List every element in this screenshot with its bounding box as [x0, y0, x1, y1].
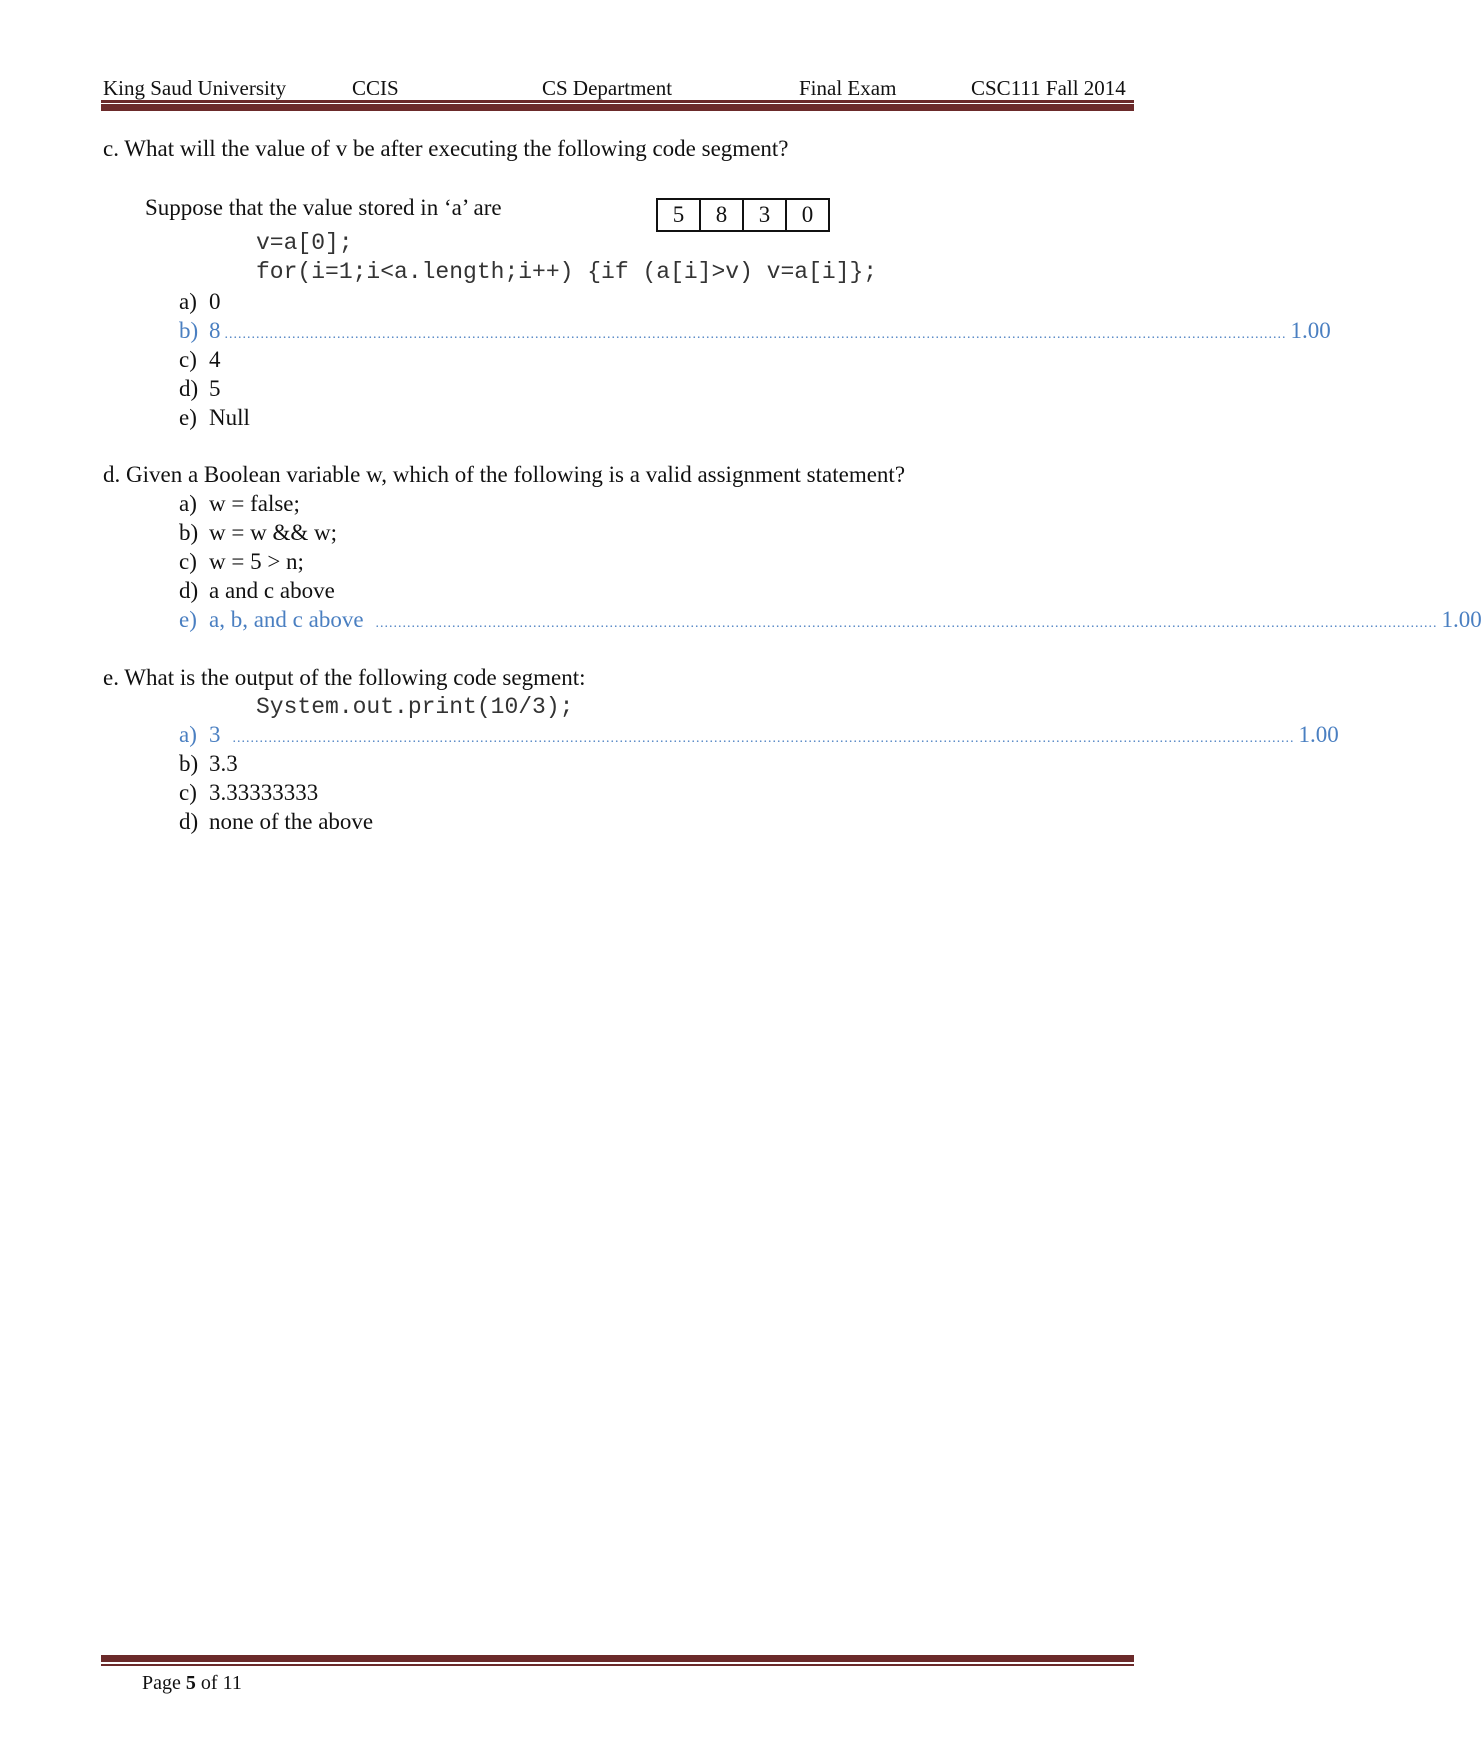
option-text: w = w && w;: [209, 520, 337, 545]
dot-leader: ............................................................................................................................................................................................................................................: [232, 731, 1295, 746]
footer-rule-thin: [101, 1664, 1134, 1666]
option-text: none of the above: [209, 809, 374, 834]
header-university: King Saud University: [103, 76, 287, 100]
question-d-prompt: d. Given a Boolean variable w, which of the following is a valid assignment statement?: [103, 462, 906, 487]
option-text: a and c above: [209, 578, 335, 603]
dot-leader: ............................................................................................................................................................................................................................................: [224, 327, 1287, 342]
question-d-option-e-correct[interactable]: [179, 607, 1482, 633]
question-c-code-line2: for(i=1;i<a.length;i++) {if (a[i]>v) v=a[i]};: [256, 259, 878, 285]
array-a: [656, 198, 830, 232]
option-label: b): [179, 318, 199, 343]
answer-score: 1.00: [1441, 607, 1482, 632]
question-c-suppose: Suppose that the value stored in ‘a’ are: [145, 195, 502, 220]
footer-rule-thick: [101, 1655, 1134, 1662]
answer-score: 1.00: [1290, 318, 1331, 343]
option-label: b): [179, 520, 199, 545]
option-label: d): [179, 809, 199, 834]
header-course: CSC111 Fall 2014: [971, 76, 1126, 100]
header-rule-thin: [101, 100, 1134, 103]
header-college: CCIS: [352, 76, 399, 100]
question-d-option-b[interactable]: [179, 520, 337, 546]
array-cell: 5: [658, 200, 701, 230]
option-text: w = false;: [209, 491, 300, 516]
option-label: c): [179, 780, 197, 805]
page-word: Page: [142, 1672, 181, 1694]
array-cell: 8: [701, 200, 744, 230]
option-label: e): [179, 607, 197, 632]
option-text: 3: [209, 722, 221, 747]
question-e-option-d[interactable]: [179, 809, 373, 835]
option-label: a): [179, 722, 197, 747]
question-c-code-line1: v=a[0];: [256, 230, 353, 256]
option-text: Null: [209, 405, 250, 430]
question-d-option-c[interactable]: [179, 549, 304, 575]
header-department: CS Department: [542, 76, 673, 100]
question-e-prompt: e. What is the output of the following code segment:: [103, 665, 586, 690]
page-total: 11: [222, 1672, 242, 1694]
question-c-option-e[interactable]: [179, 405, 250, 431]
page-number: [142, 1672, 242, 1695]
question-e-option-c[interactable]: [179, 780, 318, 806]
question-c-option-c[interactable]: [179, 347, 221, 373]
option-text: a, b, and c above: [209, 607, 364, 632]
array-cell: 0: [801, 202, 814, 227]
question-d-option-d[interactable]: [179, 578, 335, 604]
dot-leader: ............................................................................................................................................................................................................................................: [375, 616, 1438, 631]
option-text: 0: [209, 289, 221, 314]
option-label: d): [179, 376, 199, 401]
question-e-option-a-correct[interactable]: [179, 722, 1339, 748]
option-text: 3.3: [209, 751, 238, 776]
question-c-prompt: c. What will the value of v be after executing the following code segment?: [103, 136, 789, 161]
option-label: a): [179, 289, 197, 314]
option-text: w = 5 > n;: [209, 549, 304, 574]
option-label: e): [179, 405, 197, 430]
header-rule-thick: [101, 104, 1134, 111]
option-label: a): [179, 491, 197, 516]
question-e-option-b[interactable]: [179, 751, 238, 777]
header-exam: Final Exam: [799, 76, 897, 100]
option-text: 4: [209, 347, 221, 372]
option-text: 8: [209, 318, 221, 343]
question-e-code-line1: System.out.print(10/3);: [256, 694, 574, 720]
option-label: c): [179, 347, 197, 372]
question-d-option-a[interactable]: [179, 491, 300, 517]
of-word: of: [200, 1672, 218, 1694]
question-c-option-a[interactable]: [179, 289, 221, 315]
option-text: 5: [209, 376, 221, 401]
option-label: d): [179, 578, 199, 603]
array-cell: 3: [744, 200, 787, 230]
answer-score: 1.00: [1298, 722, 1339, 747]
option-label: b): [179, 751, 199, 776]
question-c-option-d[interactable]: [179, 376, 221, 402]
question-c-option-b-correct[interactable]: [179, 318, 1331, 344]
page-current: 5: [185, 1672, 196, 1694]
option-text: 3.33333333: [209, 780, 319, 805]
option-label: c): [179, 549, 197, 574]
